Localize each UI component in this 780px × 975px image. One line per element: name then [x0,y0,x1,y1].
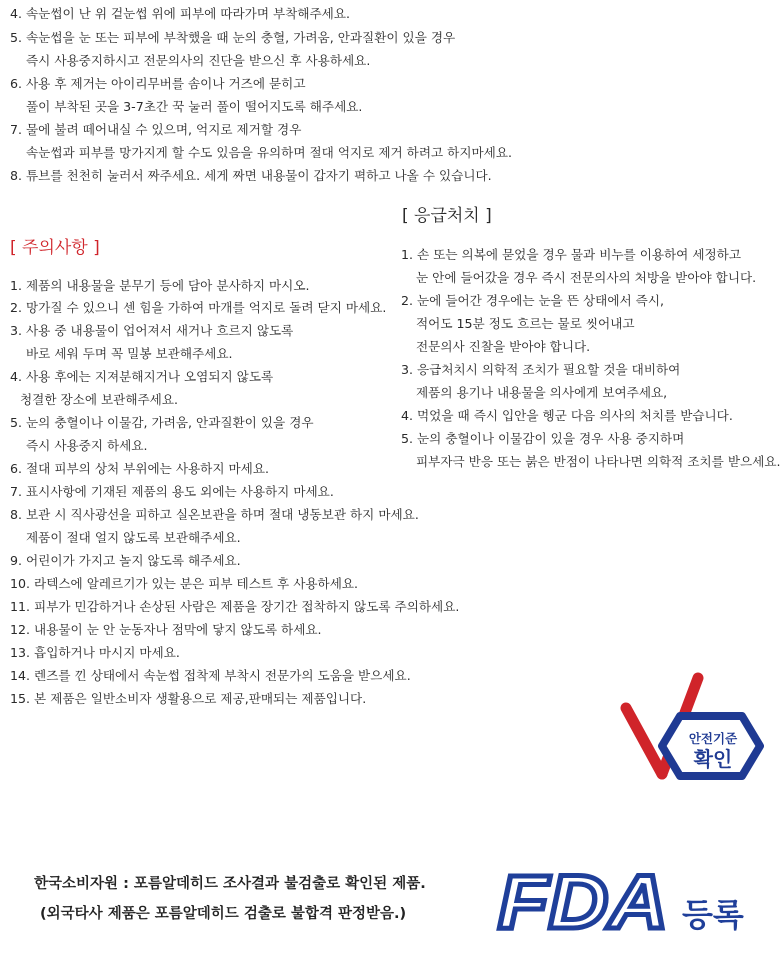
caution-line: 4. 사용 후에는 지져분해지거나 오염되지 않도록 [10,369,274,384]
safety-mark-line2: 확인 [693,747,733,771]
fda-registered-logo [496,862,758,940]
caution-line: 청결한 장소에 보관해주세요. [20,392,178,407]
usage-line-8: 8. 튜브를 천천히 눌러서 짜주세요. 세게 짜면 내용물이 갑자기 펵하고 나올 수 있습니다. [10,168,492,183]
caution-line: 2. 망가질 수 있으니 센 힘을 가하여 마개를 억지로 돌려 닫지 마세요. [10,300,387,315]
checkmark-icon [614,670,764,800]
fda-label: 등록 [682,896,744,934]
caution-line: 9. 어린이가 가지고 놀지 않도록 해주세요. [10,553,241,568]
notice-line-2: (외국타사 제품은 포름알데히드 검출로 불합격 판정받음.) [40,906,407,922]
caution-title: [ 주의사항 ] [10,238,100,258]
safety-standard-mark [614,670,764,800]
emergency-title: [ 응급처치 ] [402,206,492,226]
caution-line: 3. 사용 중 내용물이 업어져서 새거나 흐르지 않도록 [10,323,294,338]
emergency-line: 5. 눈의 충혈이나 이물감이 있을 경우 사용 중지하며 [401,431,685,446]
emergency-line: 눈 안에 들어갔을 경우 즉시 전문의사의 처방을 받아야 합니다. [416,270,757,285]
usage-line-6: 6. 사용 후 제거는 아이리무버를 솜이나 거즈에 묻히고 [10,76,306,91]
usage-line-7: 7. 물에 불려 떼어내실 수 있으며, 억지로 제거할 경우 [10,122,302,137]
caution-line: 14. 렌즈를 낀 상태에서 속눈썹 접착제 부착시 전문가의 도움을 받으세요. [10,668,411,683]
caution-line: 12. 내용물이 눈 안 눈동자나 점막에 닿지 않도록 하세요. [10,622,322,637]
caution-line: 제품이 절대 얼지 않도록 보관해주세요. [26,530,241,545]
caution-line: 8. 보관 시 직사광선을 피하고 실온보관을 하며 절대 냉동보관 하지 마세요. [10,507,419,522]
emergency-line: 적어도 15분 정도 흐르는 물로 씻어내고 [416,316,635,331]
caution-line: 7. 표시사항에 기재된 제품의 용도 외에는 사용하지 마세요. [10,484,334,499]
caution-line: 5. 눈의 충혈이나 이물감, 가려움, 안과질환이 있을 경우 [10,415,314,430]
caution-line: 1. 제품의 내용물을 분무기 등에 담아 분사하지 마시오. [10,278,310,293]
caution-line: 6. 절대 피부의 상처 부위에는 사용하지 마세요. [10,461,270,476]
caution-line: 15. 본 제품은 일반소비자 생활용으로 제공,판매되는 제품입니다. [10,691,367,706]
emergency-line: 전문의사 진찰을 받아야 합니다. [416,339,591,354]
usage-line-6b: 풀이 부착된 곳을 3-7초간 꾹 눌러 풀이 떨어지도록 해주세요. [26,99,363,114]
notice-line-1: 한국소비자원 : 포름알데히드 조사결과 불검출로 확인된 제품. [34,876,426,892]
usage-line-4: 4. 속눈썹이 난 위 겉눈썹 위에 피부에 따라가며 부착해주세요. [10,6,351,21]
caution-line: 10. 라텍스에 알레르기가 있는 분은 피부 테스트 후 사용하세요. [10,576,359,591]
emergency-line: 2. 눈에 들어간 경우에는 눈을 뜬 상태에서 즉시, [401,293,665,308]
usage-line-5b: 즉시 사용중지하시고 전문의사의 진단을 받으신 후 사용하세요. [26,53,371,68]
caution-line: 즉시 사용중지 하세요. [26,438,148,453]
fda-logo-icon [496,862,758,940]
emergency-line: 4. 먹었을 때 즉시 입안을 헹군 다음 의사의 처치를 받습니다. [401,408,733,423]
emergency-line: 3. 응급처치시 의학적 조치가 필요할 것을 대비하여 [401,362,681,377]
caution-line: 11. 피부가 민감하거나 손상된 사람은 제품을 장기간 접착하지 않도록 주의하세요. [10,599,460,614]
emergency-line: 제품의 용기나 내용물을 의사에게 보여주세요, [416,385,668,400]
caution-line: 바로 세워 두며 꼭 밀봉 보관해주세요. [26,346,233,361]
fda-logo-text: FDA [498,862,668,940]
usage-line-7b: 속눈썹과 피부를 망가지게 할 수도 있음을 유의하며 절대 억지로 제거 하려고 하지마세요. [26,145,512,160]
caution-line: 13. 흡입하거나 마시지 마세요. [10,645,180,660]
usage-line-5: 5. 속눈썹을 눈 또는 피부에 부착했을 때 눈의 충혈, 가려움, 안과질환이 있을 경우 [10,30,456,45]
emergency-line: 피부자극 반응 또는 붉은 반점이 나타나면 의학적 조치를 받으세요. [416,454,780,469]
safety-mark-line1: 안전기준 [688,731,738,746]
emergency-line: 1. 손 또는 의복에 묻었을 경우 물과 비누를 이용하여 세정하고 [401,247,742,262]
